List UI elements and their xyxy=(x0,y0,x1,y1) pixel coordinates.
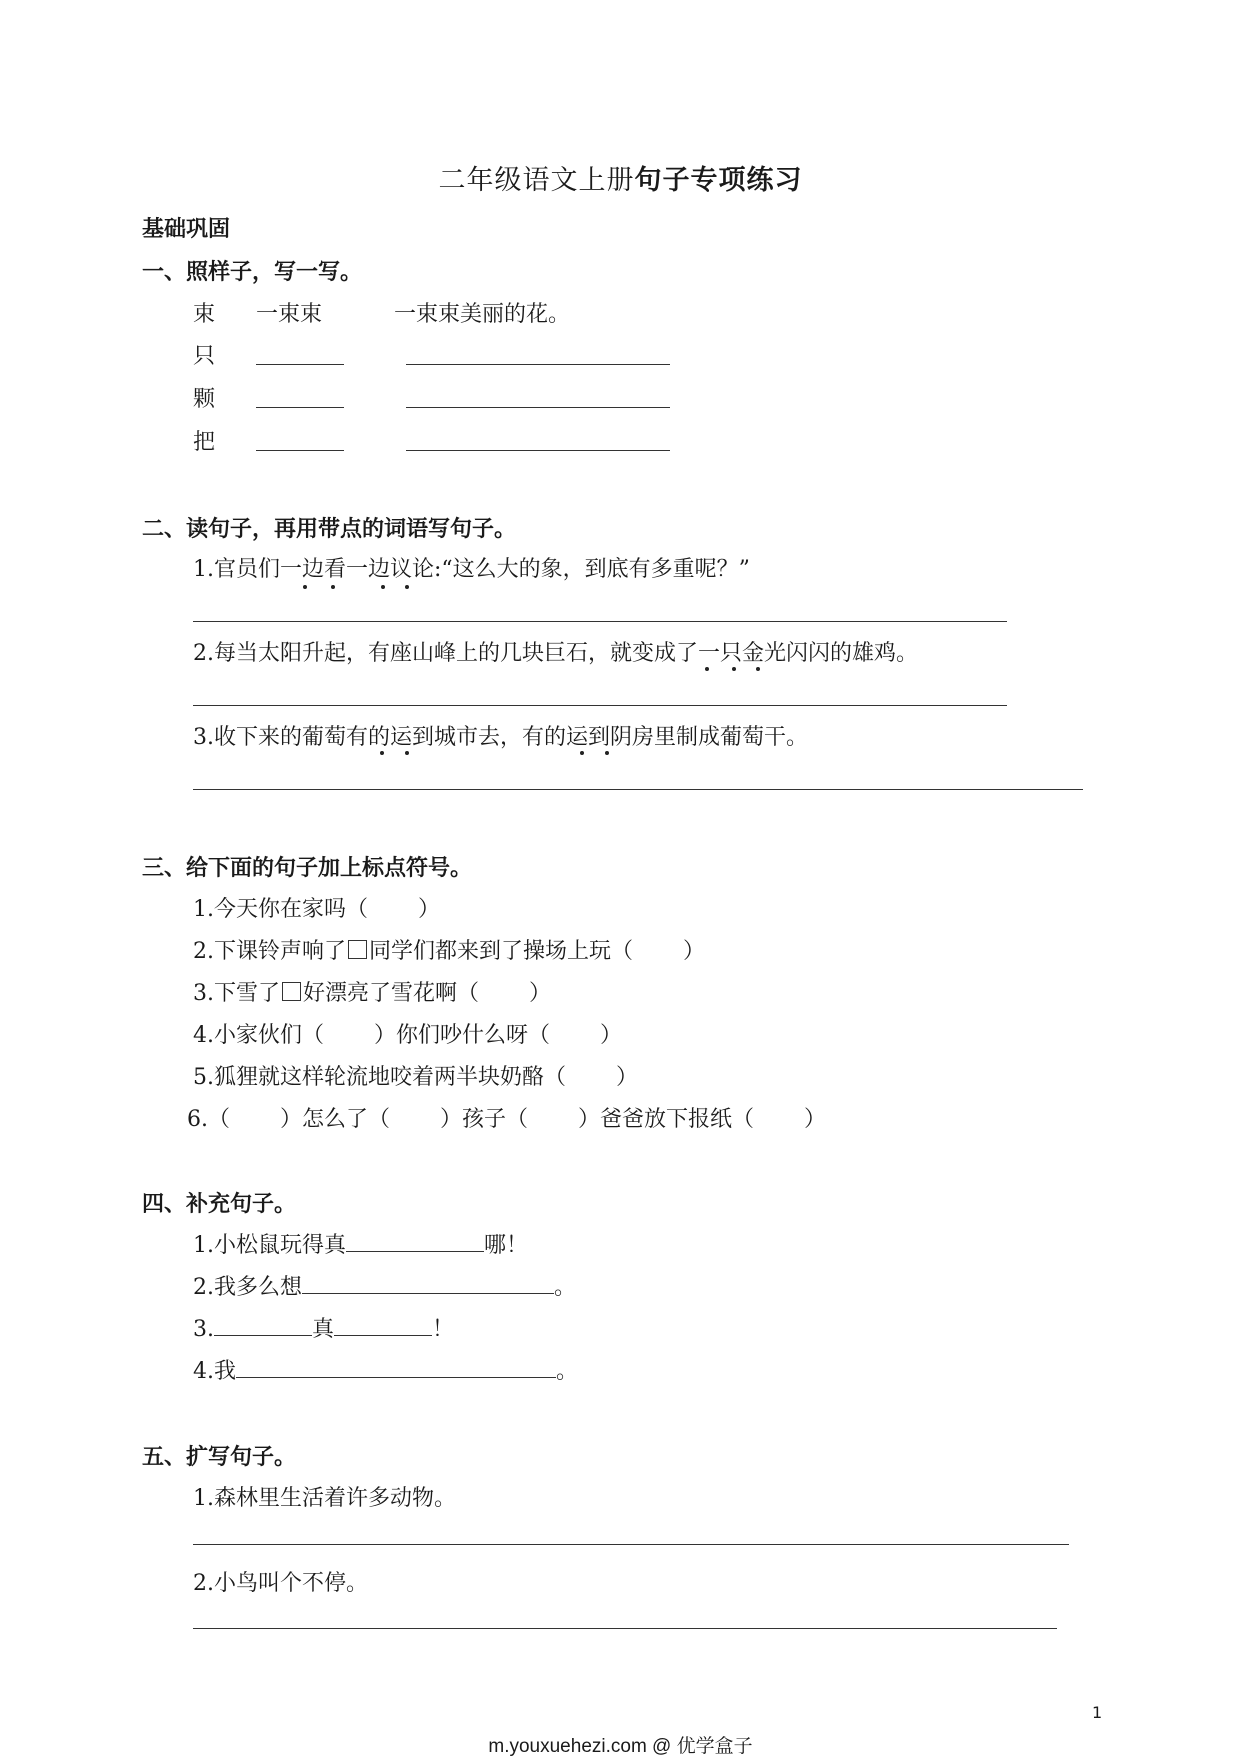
punct-item-1: 1.今天你在家吗（ ） xyxy=(193,897,441,922)
punct-box[interactable] xyxy=(348,940,367,959)
section-group-title: 基础巩固 xyxy=(142,216,231,242)
sentence-3: 3.收下来的葡萄有的运到城市去，有的运到阴房里制成葡萄干。 xyxy=(193,725,808,750)
sentence-2: 2.每当太阳升起，有座山峰上的几块巨石，就变成了一只金光闪闪的雄鸡。 xyxy=(193,641,918,666)
section-2-heading: 二、读句子，再用带点的词语写句子。 xyxy=(142,517,517,542)
emphasis-dot xyxy=(732,667,736,671)
expand-item-1: 1.森林里生活着许多动物。 xyxy=(193,1486,456,1511)
punct-item-5: 5.狐狸就这样轮流地咬着两半块奶酪（ ） xyxy=(193,1065,639,1090)
emphasis-dot xyxy=(380,751,384,755)
section-5-heading: 五、扩写句子。 xyxy=(142,1445,297,1470)
page-number: 1 xyxy=(1092,1703,1103,1722)
answer-blank-word-2[interactable] xyxy=(256,407,344,408)
row-char-2: 颗 xyxy=(193,387,216,412)
example-word: 一束束 xyxy=(256,302,323,327)
emphasis-dot xyxy=(331,585,335,589)
answer-line-4[interactable] xyxy=(193,1544,1069,1545)
fill-blank[interactable] xyxy=(334,1317,432,1336)
emphasis-dot xyxy=(405,751,409,755)
example-phrase: 一束束美丽的花。 xyxy=(394,302,571,327)
complete-item-1: 1.小松鼠玩得真 哪！ xyxy=(193,1233,529,1258)
section-4-heading: 四、补充句子。 xyxy=(142,1192,297,1217)
punct-item-2: 2.下课铃声响了 同学们都来到了操场上玩（ ） xyxy=(193,939,706,964)
example-char: 束 xyxy=(193,302,216,327)
emphasis-dot xyxy=(605,751,609,755)
emphasis-dot xyxy=(705,667,709,671)
complete-item-2: 2.我多么想 。 xyxy=(193,1275,577,1300)
fill-blank[interactable] xyxy=(214,1317,312,1336)
expand-item-2: 2.小鸟叫个不停。 xyxy=(193,1571,368,1596)
answer-blank-phrase-2[interactable] xyxy=(406,407,670,408)
emphasis-dot xyxy=(756,667,760,671)
complete-item-3: 3. 真 ！ xyxy=(193,1317,455,1342)
punct-item-6: 6.（ ）怎么了（ ）孩子（ ）爸爸放下报纸（ ） xyxy=(187,1107,827,1132)
title-part-2: 句子专项练习 xyxy=(634,165,803,196)
answer-blank-word-3[interactable] xyxy=(256,450,344,451)
fill-blank[interactable] xyxy=(302,1275,554,1294)
sentence-1: 1.官员们一边看一边议论:“这么大的象，到底有多重呢？” xyxy=(193,557,750,582)
answer-blank-phrase-3[interactable] xyxy=(406,450,670,451)
row-char-3: 把 xyxy=(193,430,216,455)
row-char-1: 只 xyxy=(193,344,216,369)
page-title xyxy=(0,158,1241,197)
answer-line-1[interactable] xyxy=(193,621,1007,622)
section-3-heading: 三、给下面的句子加上标点符号。 xyxy=(142,856,473,881)
answer-line-2[interactable] xyxy=(193,705,1007,706)
emphasis-dot xyxy=(303,585,307,589)
fill-blank[interactable] xyxy=(236,1359,556,1378)
title-part-1: 二年级语文上册 xyxy=(438,165,635,196)
emphasis-dot xyxy=(405,585,409,589)
emphasis-dot xyxy=(381,585,385,589)
answer-line-3[interactable] xyxy=(193,789,1083,790)
footer-watermark: m.youxuehezi.com @ 优学盒子 xyxy=(488,1736,753,1757)
answer-line-5[interactable] xyxy=(193,1628,1057,1629)
fill-blank[interactable] xyxy=(346,1233,484,1252)
answer-blank-phrase-1[interactable] xyxy=(406,364,670,365)
punct-box[interactable] xyxy=(282,982,301,1001)
punct-item-3: 3.下雪了 好漂亮了雪花啊（ ） xyxy=(193,981,552,1006)
punct-item-4: 4.小家伙们（ ）你们吵什么呀（ ） xyxy=(193,1023,623,1048)
complete-item-4: 4.我 。 xyxy=(193,1359,579,1384)
section-1-heading: 一、照样子，写一写。 xyxy=(142,260,363,285)
answer-blank-word-1[interactable] xyxy=(256,364,344,365)
emphasis-dot xyxy=(580,751,584,755)
